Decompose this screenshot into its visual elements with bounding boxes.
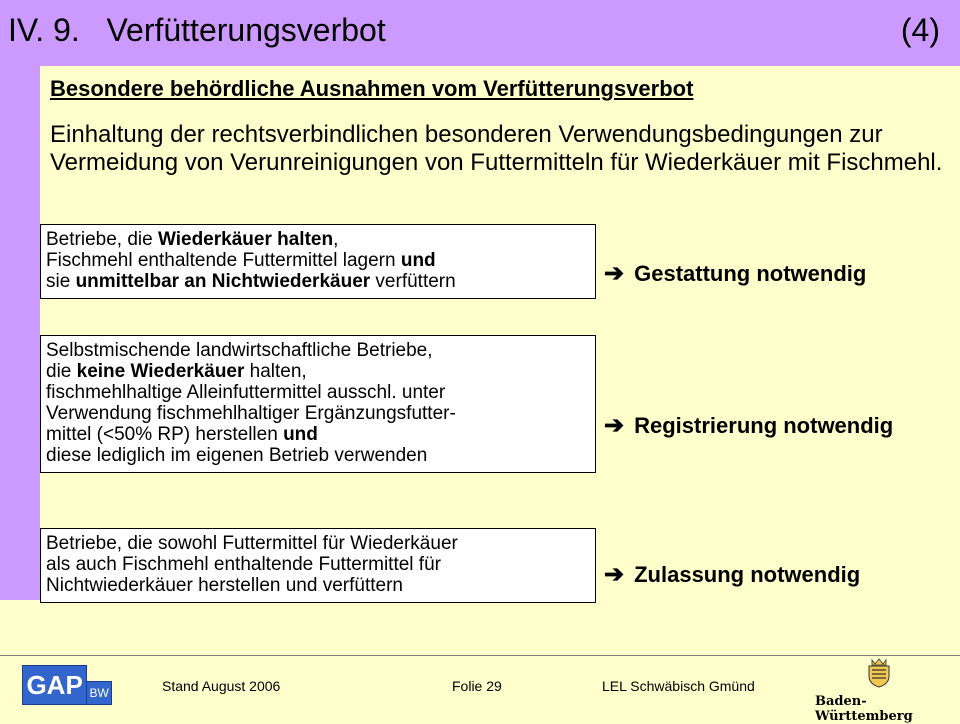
emphasis-text: unmittelbar an Nichtwiederkäuer bbox=[75, 271, 371, 292]
case-line: Nichtwiederkäuer herstellen und verfüttern bbox=[46, 575, 403, 596]
result-label: Gestattung notwendig bbox=[634, 261, 867, 286]
result-zulassung bbox=[604, 560, 860, 589]
emphasis-text: und bbox=[400, 250, 436, 271]
result-gestattung bbox=[604, 259, 866, 288]
coat-of-arms-icon bbox=[866, 658, 892, 688]
page-marker: (4) bbox=[900, 12, 940, 48]
footer-organization: LEL Schwäbisch Gmünd bbox=[602, 678, 755, 694]
case-line: fischmehlhaltige Alleinfuttermittel ausschl. unter bbox=[46, 382, 446, 403]
emphasis-text: und bbox=[283, 424, 318, 445]
title-text: Verfütterungsverbot bbox=[106, 12, 386, 48]
arrow-right-icon: ➔ bbox=[604, 561, 625, 588]
footer-date: Stand August 2006 bbox=[162, 678, 281, 694]
case-line: Selbstmischende landwirtschaftliche Betriebe, bbox=[46, 340, 433, 361]
case-box-producers bbox=[40, 528, 596, 603]
arrow-right-icon: ➔ bbox=[604, 260, 625, 287]
arrow-right-icon: ➔ bbox=[604, 412, 625, 439]
result-label: Zulassung notwendig bbox=[634, 562, 861, 587]
case-box-livestock bbox=[40, 224, 596, 299]
case-line: Betriebe, die sowohl Futtermittel für Wiederkäuer bbox=[46, 533, 458, 554]
case-line: als auch Fischmehl enthaltende Futtermittel für bbox=[46, 554, 441, 575]
case-line: Betriebe, die Wiederkäuer halten, bbox=[46, 229, 339, 250]
footer-slide-number: Folie 29 bbox=[452, 678, 502, 694]
case-line: die keine Wiederkäuer halten, bbox=[46, 361, 307, 382]
gap-logo-text: GAP bbox=[22, 665, 87, 705]
emphasis-text: Wiederkäuer halten bbox=[157, 229, 334, 250]
state-name: Baden-Württemberg bbox=[815, 694, 913, 724]
case-line: mittel (<50% RP) herstellen und bbox=[46, 424, 318, 445]
bw-logo-text: BW bbox=[87, 681, 112, 705]
result-label: Registrierung notwendig bbox=[634, 413, 894, 438]
intro-text: Einhaltung der rechtsverbindlichen besonderen Verwendungsbedingungen zur Vermeidung von Verunreinigungen von Futtermitteln für Wiederkäuer mit Fischmehl. bbox=[50, 121, 943, 176]
case-line: sie unmittelbar an Nichtwiederkäuer verfüttern bbox=[46, 271, 456, 292]
section-number: IV. 9. bbox=[8, 12, 80, 48]
emphasis-text: keine Wiederkäuer bbox=[76, 361, 245, 382]
case-line: Verwendung fischmehlhaltiger Ergänzungsfutter- bbox=[46, 403, 456, 424]
section-heading: Besondere behördliche Ausnahmen vom Verfütterungsverbot bbox=[50, 76, 694, 101]
case-line: diese lediglich im eigenen Betrieb verwenden bbox=[46, 445, 428, 466]
left-accent-bar bbox=[0, 66, 40, 600]
gap-bw-logo bbox=[22, 665, 112, 703]
footer-divider bbox=[0, 655, 960, 656]
case-box-self-mixing bbox=[40, 335, 596, 473]
case-line: Fischmehl enthaltende Futtermittel lagern und bbox=[46, 250, 436, 271]
slide-title bbox=[8, 12, 386, 49]
result-registrierung bbox=[604, 411, 893, 440]
